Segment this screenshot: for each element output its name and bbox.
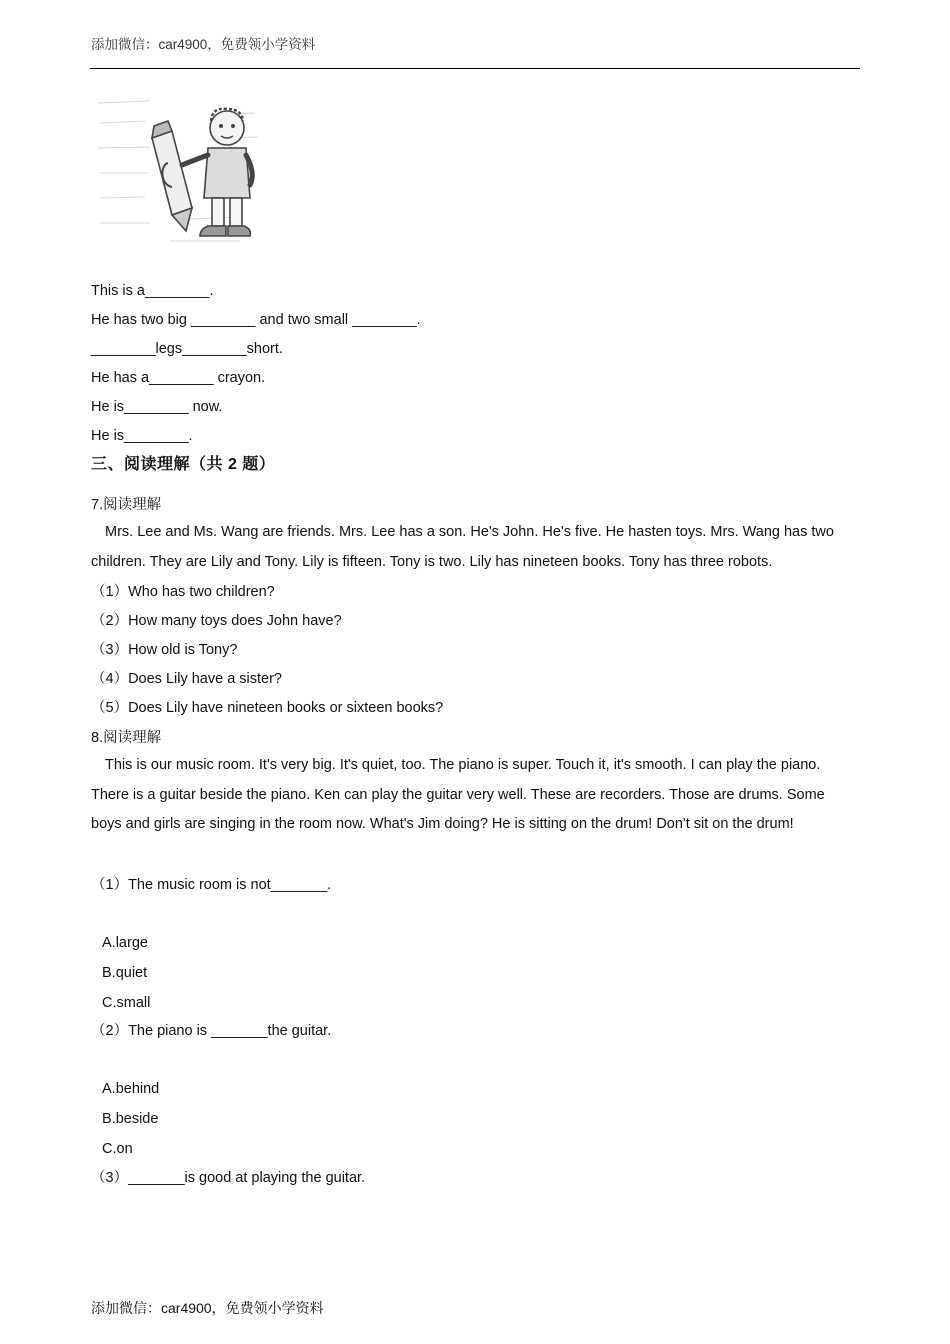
header-divider <box>90 68 860 69</box>
page-footer: 添加微信：car4900，免费领小学资料 <box>91 1300 324 1316</box>
fill-in-line: ________legs________short. <box>91 341 283 357</box>
question-7-sub: （2）How many toys does John have? <box>91 613 342 629</box>
boy-with-crayon-illustration <box>90 93 275 258</box>
question-8-sub-2: （2）The piano is _______the guitar. <box>91 1023 332 1039</box>
question-7-label: 7.阅读理解 <box>91 497 162 513</box>
question-7-sub: （1）Who has two children? <box>91 584 275 600</box>
option-a: A.large <box>102 935 148 951</box>
question-7-sub: （4）Does Lily have a sister? <box>91 671 282 687</box>
fill-in-line: He is________. <box>91 428 193 444</box>
fill-in-line: He has two big ________ and two small ________. <box>91 312 421 328</box>
page-header: 添加微信：car4900，免费领小学资料 <box>91 37 316 52</box>
option-b: B.beside <box>102 1111 159 1127</box>
question-8-sub-1: （1）The music room is not_______. <box>91 877 332 893</box>
option-c: C.small <box>102 995 151 1011</box>
question-7-passage: Mrs. Lee and Ms. Wang are friends. Mrs. Lee has a son. He's John. He's five. He hasten toys. Mrs. Wang has two children. They are Lily and Tony. Lily is fifteen. Tony is two. Lily has nineteen books. Tony has three robots. <box>91 524 834 570</box>
question-8-label: 8.阅读理解 <box>91 730 162 746</box>
fill-in-line: He is________ now. <box>91 399 223 415</box>
question-7-sub: （5）Does Lily have nineteen books or sixteen books? <box>91 700 444 716</box>
question-8-sub-3: （3）_______is good at playing the guitar. <box>91 1170 366 1186</box>
question-8-passage: This is our music room. It's very big. It's quiet, too. The piano is super. Touch it, it's smooth. I can play the piano. There is a guitar beside the piano. Ken can play the guitar very well. These are recorders. Those are drums. Some boys and girls are singing in the room now. What's Jim doing? He is sitting on the drum! Don't sit on the drum! <box>91 757 825 833</box>
option-a: A.behind <box>102 1081 160 1097</box>
fill-in-line: This is a________. <box>91 283 214 299</box>
option-c: C.on <box>102 1141 133 1157</box>
option-b: B.quiet <box>102 965 148 981</box>
fill-in-line: He has a________ crayon. <box>91 370 266 386</box>
section-title-reading: 三、阅读理解（共 2 题） <box>91 456 276 473</box>
question-7-sub: （3）How old is Tony? <box>91 642 238 658</box>
